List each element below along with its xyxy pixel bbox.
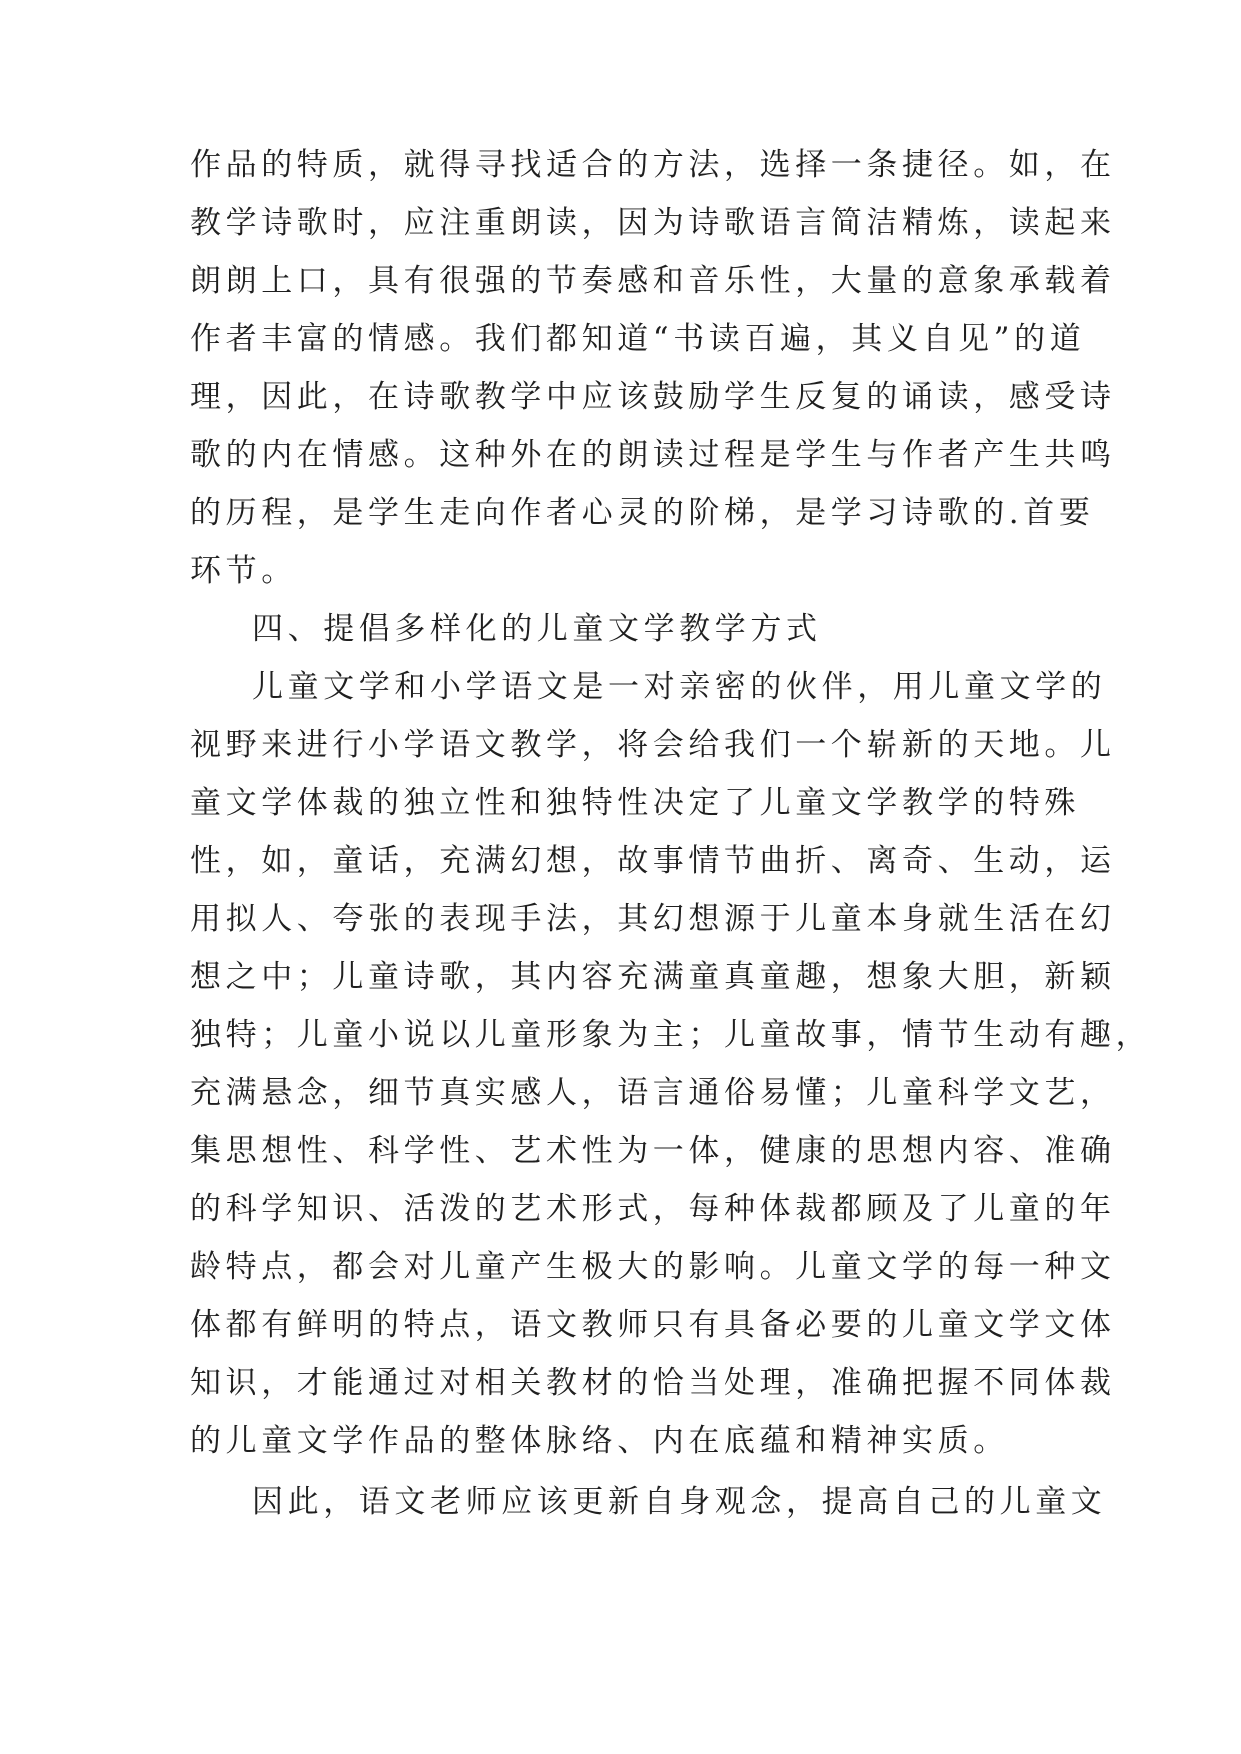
text-line: 的历程，是学生走向作者心灵的阶梯，是学习诗歌的.首要	[190, 495, 1095, 531]
text-line: 理，因此，在诗歌教学中应该鼓励学生反复的诵读，感受诗	[190, 379, 1116, 415]
text-line: 教学诗歌时，应注重朗读，因为诗歌语言简洁精炼，读起来	[190, 205, 1116, 241]
text-line: 儿童文学和小学语文是一对亲密的伙伴，用儿童文学的	[252, 669, 1107, 705]
text-line: 龄特点，都会对儿童产生极大的影响。儿童文学的每一种文	[190, 1249, 1116, 1285]
text-line: 环节。	[190, 553, 297, 589]
text-line: 知识，才能通过对相关教材的恰当处理，准确把握不同体裁	[190, 1365, 1116, 1401]
text-line: 作者丰富的情感。我们都知道“书读百遍，其义自见”的道	[190, 321, 1086, 357]
text-line: 歌的内在情感。这种外在的朗读过程是学生与作者产生共鸣	[190, 437, 1116, 473]
text-line: 用拟人、夸张的表现手法，其幻想源于儿童本身就生活在幻	[190, 901, 1116, 937]
text-line: 体都有鲜明的特点，语文教师只有具备必要的儿童文学文体	[190, 1307, 1116, 1343]
text-line: 童文学体裁的独立性和独特性决定了儿童文学教学的特殊	[190, 785, 1080, 821]
text-line: 充满悬念，细节真实感人，语言通俗易懂；儿童科学文艺，	[190, 1075, 1116, 1111]
text-line: 独特；儿童小说以儿童形象为主；儿童故事，情节生动有趣，	[190, 1017, 1152, 1053]
text-line: 想之中；儿童诗歌，其内容充满童真童趣，想象大胆，新颖	[190, 959, 1116, 995]
text-line: 集思想性、科学性、艺术性为一体，健康的思想内容、准确	[190, 1133, 1116, 1169]
text-line: 视野来进行小学语文教学，将会给我们一个崭新的天地。儿	[190, 727, 1116, 763]
section-heading: 四、提倡多样化的儿童文学教学方式	[252, 611, 822, 647]
text-line: 的儿童文学作品的整体脉络、内在底蕴和精神实质。	[190, 1423, 1009, 1459]
text-line: 因此，语文老师应该更新自身观念，提高自己的儿童文	[252, 1484, 1107, 1520]
text-line: 的科学知识、活泼的艺术形式，每种体裁都顾及了儿童的年	[190, 1191, 1116, 1227]
text-line: 作品的特质，就得寻找适合的方法，选择一条捷径。如，在	[190, 147, 1116, 183]
text-line: 朗朗上口，具有很强的节奏感和音乐性，大量的意象承载着	[190, 263, 1116, 299]
text-line: 性，如，童话，充满幻想，故事情节曲折、离奇、生动，运	[190, 843, 1116, 879]
